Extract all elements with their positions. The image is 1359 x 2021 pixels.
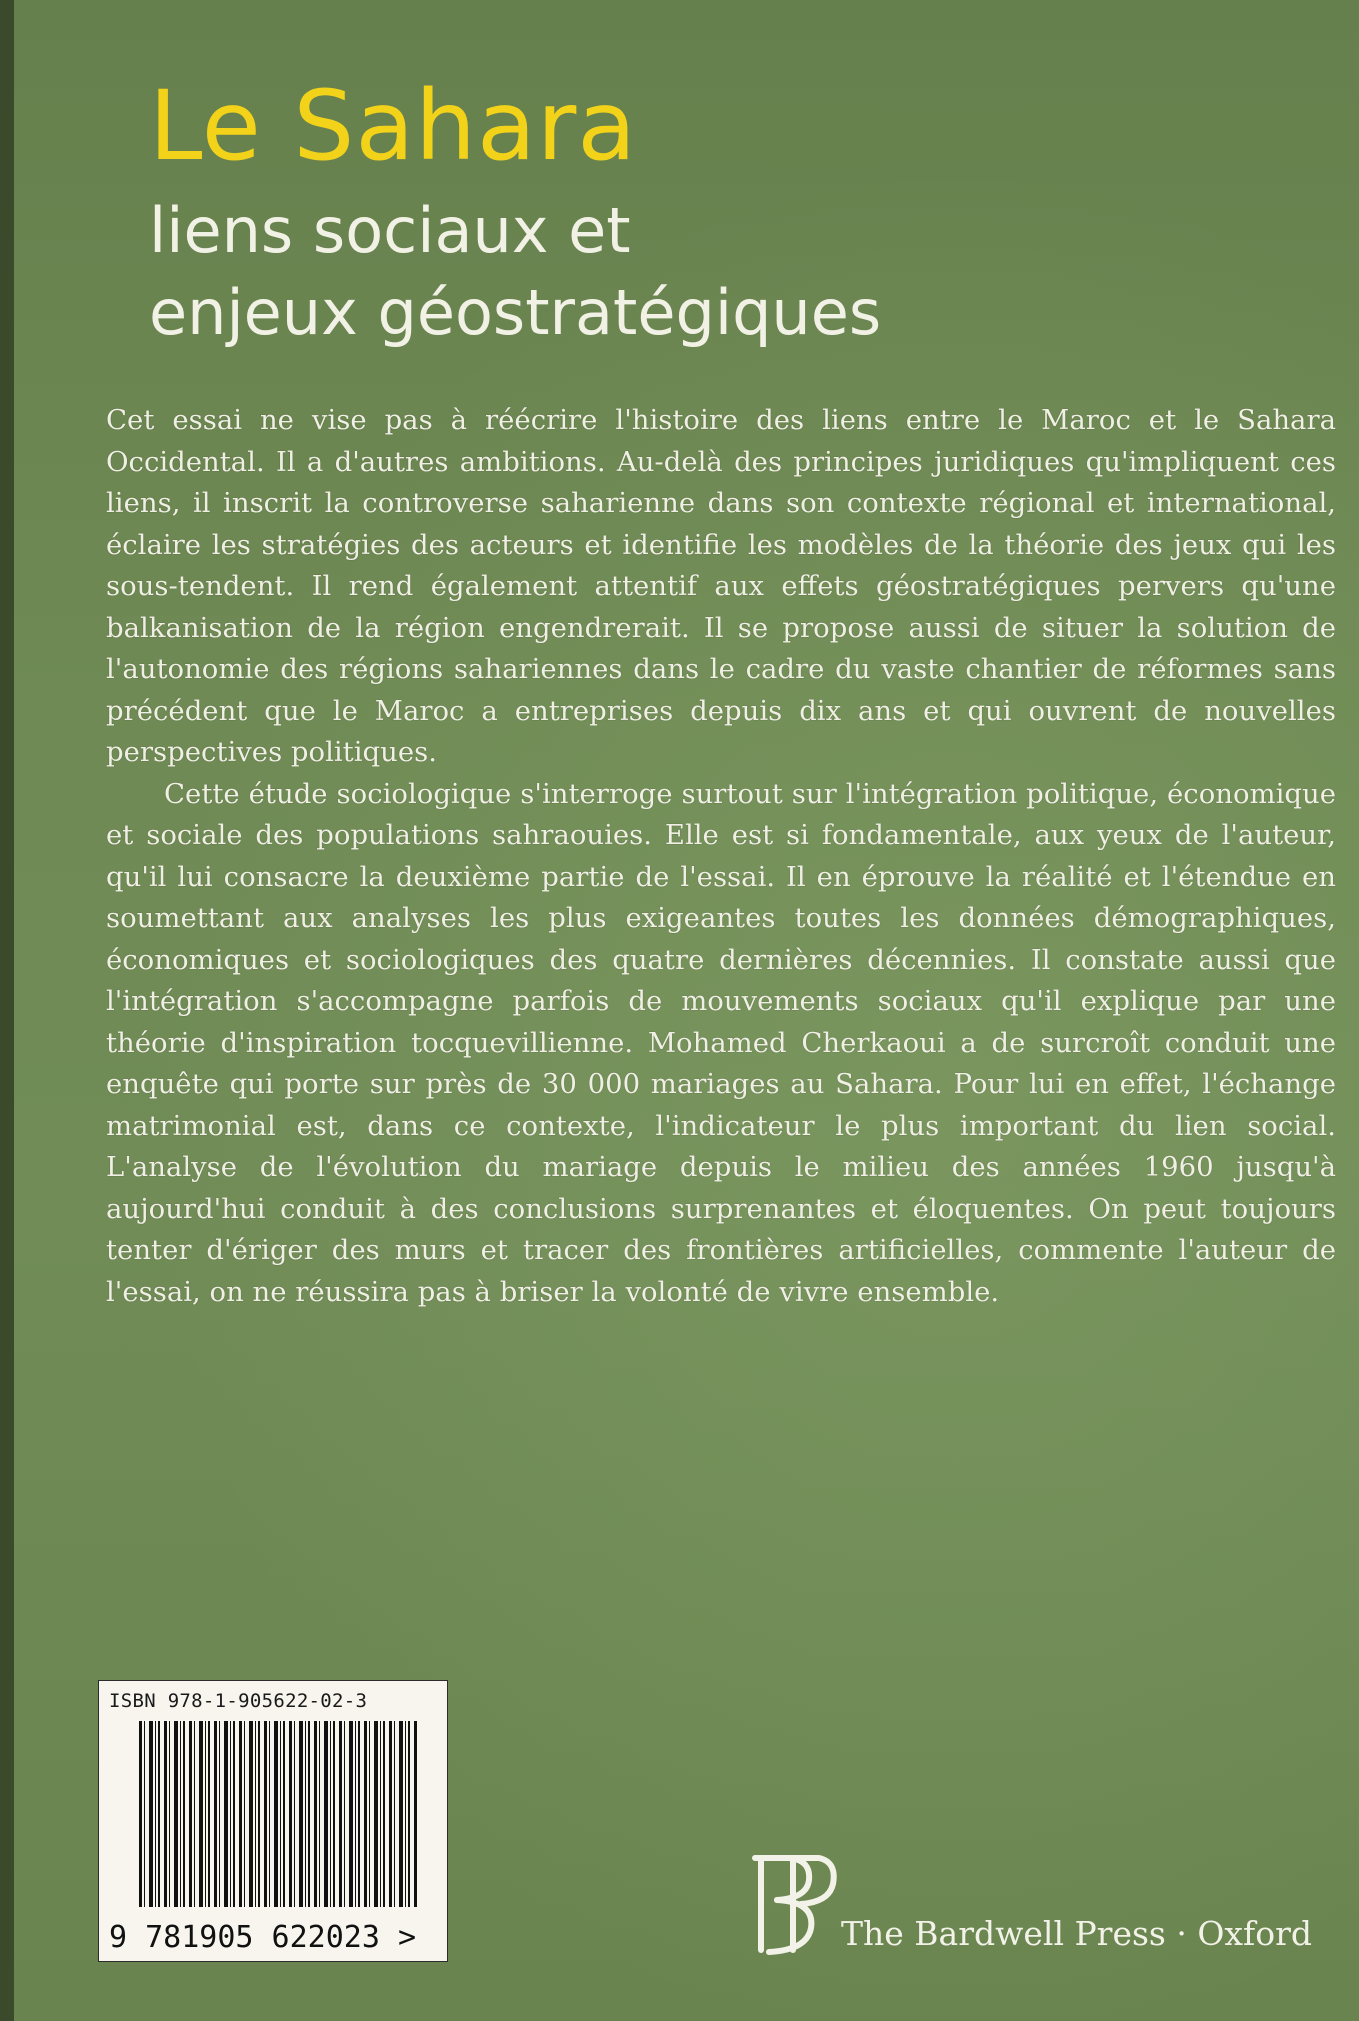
blurb-text xyxy=(106,400,1336,1313)
publisher-imprint xyxy=(749,1850,1312,1960)
isbn-barcode xyxy=(98,1680,448,1962)
subtitle-line-1: liens sociaux et xyxy=(149,194,631,267)
book-title: Le Sahara xyxy=(149,70,638,182)
blurb-paragraph-1: Cet essai ne vise pas à réécrire l'histoire des liens entre le Maroc et le Sahara Occidental. Il a d'autres ambitions. Au-delà des principes juridiques qu'impliquent ces liens, il inscrit la controverse saharienne dans son contexte régional et international, éclaire les stratégies des acteurs et identifie les modèles de la théorie des jeux qui les sous-tendent. Il rend également attentif aux effets géostratégiques pervers qu'une balkanisation de la région engendrerait. Il se propose aussi de situer la solution de l'autonomie des régions sahariennes dans le cadre du vaste chantier de réformes sans précédent que le Maroc a entreprises depuis dix ans et qui ouvrent de nouvelles perspectives politiques. xyxy=(106,404,1336,768)
barcode-digits: 9 781905 622023 > xyxy=(109,1920,417,1955)
isbn-label: ISBN 978-1-905622-02-3 xyxy=(109,1690,368,1712)
blurb-paragraph-2: Cette étude sociologique s'interroge surtout sur l'intégration politique, économique et sociale des populations sahraouies. Elle est si fondamentale, aux yeux de l'auteur, qu'il lui consacre la deuxième partie de l'essai. Il en éprouve la réalité et l'étendue en soumettant aux analyses les plus exigeantes toutes les données démographiques, économiques et sociologiques des quatre dernières décennies. Il constate aussi que l'intégration s'accompagne parfois de mouvements sociaux qu'il explique par une théorie d'inspiration tocquevillienne. Mohamed Cherkaoui a de surcroît conduit une enquête qui porte sur près de 30 000 mariages au Sahara. Pour lui en effet, l'échange matrimonial est, dans ce contexte, l'indicateur le plus important du lien social. L'analyse de l'évolution du mariage depuis le milieu des années 1960 jusqu'à aujourd'hui conduit à des conclusions surprenantes et éloquentes. On peut toujours tenter d'ériger des murs et tracer des frontières artificielles, commente l'auteur de l'essai, on ne réussira pas à briser la volonté de vivre ensemble. xyxy=(106,777,1336,1308)
book-subtitle xyxy=(149,190,881,354)
publisher-name: The Bardwell Press · Oxford xyxy=(841,1914,1312,1953)
barcode-bars-icon xyxy=(139,1721,419,1907)
bardwell-press-logo-icon xyxy=(749,1850,839,1960)
subtitle-line-2: enjeux géostratégiques xyxy=(149,276,882,349)
